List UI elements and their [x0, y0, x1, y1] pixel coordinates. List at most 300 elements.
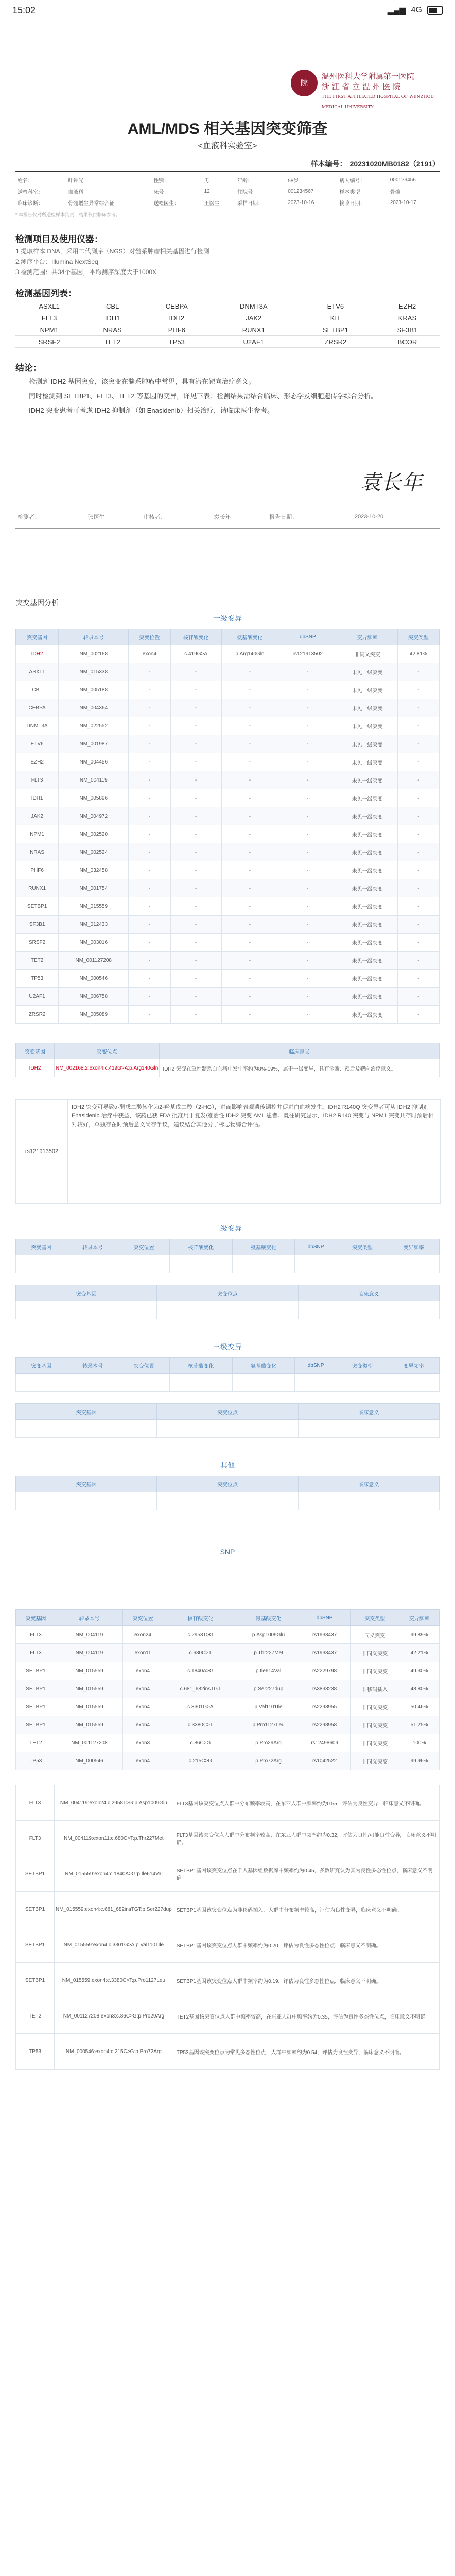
column-header: 转录本号 [67, 1239, 118, 1255]
cell-type: 未见一级突变 [337, 771, 397, 789]
table-row [16, 1420, 440, 1438]
info-cell: 骨髓 [390, 189, 400, 195]
hospital-name-line2: 浙 江 省 立 温 州 医 院 [322, 82, 401, 91]
cell-nt: c.681_682insTGT [163, 1680, 238, 1698]
cell-transcript: NM_001127208 [59, 952, 129, 970]
conclusion-paragraph: IDH2 突变患者可考虑 IDH2 抑制剂（如 Enasidenib）相关治疗，请临床医生参考。 [29, 406, 274, 414]
cell-exon: - [129, 825, 170, 843]
table-row [16, 1626, 440, 1644]
table-row [16, 1927, 440, 1963]
column-header: 突变基因 [16, 1043, 55, 1059]
cell-aa: p.Pro1127Leu [238, 1716, 299, 1734]
info-cell: 12 [204, 188, 210, 194]
cell-dbsnp: rs2229798 [299, 1662, 351, 1680]
cell-gene: PHF6 [16, 861, 59, 879]
cell-nt: - [170, 735, 221, 753]
cell-gene: SETBP1 [16, 1698, 56, 1716]
cell-aa: p.Asp1009Glu [238, 1626, 299, 1644]
cell-type: 同义突变 [351, 1626, 399, 1644]
cell-exon: - [129, 952, 170, 970]
cell-vaf: 99.96% [399, 1752, 440, 1770]
table-row [16, 789, 440, 807]
cell-dbsnp: - [278, 934, 337, 952]
column-header: dbSNP [299, 1610, 351, 1626]
cell-dbsnp: - [278, 952, 337, 970]
cell-aa: - [221, 934, 278, 952]
cell-gene: TP53 [16, 970, 59, 988]
cell-aa: p.Arg140Gln [221, 645, 278, 663]
cell-gene: TP53 [16, 2034, 55, 2070]
tier2-interp-header-row [16, 1285, 440, 1301]
cell-transcript: NM_003016 [59, 934, 129, 952]
cell-exon: - [129, 879, 170, 897]
cell-gene: SETBP1 [16, 1963, 55, 1998]
column-header: dbSNP [278, 629, 337, 645]
gene-name: DNMT3A [212, 300, 296, 312]
info-cell: 病人编号： [339, 178, 365, 184]
cell-text: SETBP1基因该突变位点人群中频率约为0.19，评估为良性多态性位点，临床意义不明确。 [173, 1963, 439, 1998]
cell-gene: IDH2 [16, 645, 59, 663]
cell-exon: exon4 [123, 1662, 163, 1680]
gene-name: NPM1 [15, 324, 83, 336]
cell-dbsnp: - [278, 735, 337, 753]
table-row [16, 2034, 440, 2070]
cell-gene: SETBP1 [16, 1892, 55, 1927]
snp-header-row [16, 1610, 440, 1626]
cell-gene: SF3B1 [16, 916, 59, 934]
column-header: 突变位置 [123, 1610, 163, 1626]
cell-vaf: - [397, 735, 439, 753]
cell-type: 非同义突变 [351, 1698, 399, 1716]
cell-transcript: NM_002520 [59, 825, 129, 843]
cell-aa: - [221, 771, 278, 789]
cell-transcript: NM_001754 [59, 879, 129, 897]
cell-nt: - [170, 825, 221, 843]
cell-gene: FLT3 [16, 1821, 55, 1856]
table-row [16, 952, 440, 970]
status-bar [0, 0, 455, 21]
cell-aa: - [221, 825, 278, 843]
cell-transcript: NM_001987 [59, 735, 129, 753]
table-row [16, 771, 440, 789]
cell-vaf: - [397, 843, 439, 861]
cell-vaf: - [397, 1006, 439, 1024]
cell-type: 未见一级突变 [337, 843, 397, 861]
cell-aa: - [221, 753, 278, 771]
cell-gene: U2AF1 [16, 988, 59, 1006]
tier2-header-row [16, 1239, 440, 1255]
table-row [16, 843, 440, 861]
cell-gene: TET2 [16, 952, 59, 970]
cell-aa: - [221, 681, 278, 699]
cell-exon: - [129, 1006, 170, 1024]
cell-vaf: 49.30% [399, 1662, 440, 1680]
cell-aa: p.Thr227Met [238, 1644, 299, 1662]
gene-name: NRAS [83, 324, 142, 336]
cell-exon: - [129, 789, 170, 807]
gene-name: JAK2 [212, 312, 296, 324]
cell-vaf: - [397, 771, 439, 789]
staff-table [15, 510, 440, 523]
cell-type: 未见一级突变 [337, 699, 397, 717]
cell-type: 非同义突变 [351, 1734, 399, 1752]
cell-vaf: - [397, 663, 439, 681]
cell-aa: - [221, 699, 278, 717]
table-row [16, 699, 440, 717]
cell-dbsnp: rs2298958 [299, 1716, 351, 1734]
column-header: 突变位置 [118, 1239, 170, 1255]
cell-exon: exon24 [123, 1626, 163, 1644]
gene-name: BCOR [375, 336, 440, 348]
tier1-interpretation-table [15, 1043, 440, 1077]
hospital-name-line1: 温州医科大学附属第一医院 [322, 72, 415, 81]
cell-site: NM_015559:exon4:c.3301G>A:p.Val1101Ile [55, 1927, 173, 1963]
gene-name: CEBPA [142, 300, 212, 312]
conclusion-paragraph: 同时检测到 SETBP1、FLT3、TET2 等基因的变异，详见下表；检测结果需结合临床、形态学及细胞遗传学综合分析。 [29, 392, 378, 400]
cell-gene: TP53 [16, 1752, 56, 1770]
cell-vaf: - [397, 825, 439, 843]
cell-transcript: NM_004119 [56, 1644, 122, 1662]
gene-name: U2AF1 [212, 336, 296, 348]
column-header: dbSNP [295, 1239, 337, 1255]
cell-type: 未见一级突变 [337, 1006, 397, 1024]
column-header: 变异频率 [388, 1358, 440, 1374]
report-title: AML/MDS 相关基因突变筛查 [127, 121, 328, 138]
cell-dbsnp: - [278, 807, 337, 825]
cell-gene: TET2 [16, 1998, 55, 2034]
cell-transcript: NM_001127208 [56, 1734, 122, 1752]
info-note: * 本报告仅对所送检样本负责，结果仅供临床参考。 [15, 212, 121, 217]
staff-value: 袁长年 [214, 514, 231, 520]
tier3-header-row [16, 1358, 440, 1374]
cell-transcript: NM_032458 [59, 861, 129, 879]
cell-vaf: - [397, 699, 439, 717]
cell-type: 未见一级突变 [337, 681, 397, 699]
cell-dbsnp: - [278, 753, 337, 771]
cell-transcript: NM_002524 [59, 843, 129, 861]
tier1-long-note [15, 1099, 441, 1204]
cell-aa: p.Val1101Ile [238, 1698, 299, 1716]
cell-gene: RUNX1 [16, 879, 59, 897]
cell-aa: - [221, 988, 278, 1006]
column-header: 变异频率 [399, 1610, 440, 1626]
table-row [16, 970, 440, 988]
signal-icon: ▂▄▆ [387, 6, 406, 15]
cell-aa: p.Pro72Arg [238, 1752, 299, 1770]
conclusion-text [15, 376, 440, 419]
cell-aa: - [221, 717, 278, 735]
cell-vaf: - [397, 681, 439, 699]
cell-exon: - [129, 807, 170, 825]
cell-type: 非同义突变 [351, 1644, 399, 1662]
cell-text: SETBP1基因该突变位点为非移码插入，人群中分布频率较高，评估为良性变异，临床意义不明确。 [173, 1892, 439, 1927]
cell-type: 未见一级突变 [337, 934, 397, 952]
tier1-header-row [16, 629, 440, 645]
column-header: 突变基因 [16, 1239, 67, 1255]
cell-transcript: NM_022552 [59, 717, 129, 735]
cell-aa: - [221, 843, 278, 861]
cell-type: 非同义突变 [351, 1752, 399, 1770]
cell-exon: - [129, 663, 170, 681]
analysis-heading: 突变基因分析 [15, 599, 59, 607]
tier3-table [15, 1357, 440, 1392]
note-text: IDH2 突变可导致α-酮戊二酸转化为2-羟基戊二酸（2-HG），进而影响表观遗传调控并促进白血病发生。IDH2 R140Q 突变患者可从 IDH2 抑制剂 Enasidenib 治疗中获益，该药已获 FDA 批准用于复发/难治性 IDH2 突变 AML 患者。既往研究显示，IDH2 R140 突变与 NPM1 突变共存时预后相对较好，单独存在时预后意义尚存争议，建议结合其他分子标志物综合评估。 [72, 1104, 434, 1128]
interp-header-row [16, 1043, 440, 1059]
cell-aa: - [221, 735, 278, 753]
column-header: 变异频率 [337, 629, 397, 645]
cell-gene: SETBP1 [16, 1662, 56, 1680]
cell-transcript: NM_000546 [59, 970, 129, 988]
cell-exon: - [129, 699, 170, 717]
table-row [16, 1856, 440, 1892]
info-cell: 送检医生： [153, 200, 180, 207]
cell-text: FLT3基因该突变位点人群中分布频率较高，在东亚人群中频率约为0.32，评估为良性/可能良性变异，临床意义不明确。 [173, 1821, 439, 1856]
cell-aa: - [221, 1006, 278, 1024]
cell-exon: - [129, 988, 170, 1006]
hospital-name [322, 71, 455, 112]
table-row [16, 1662, 440, 1680]
cell-gene: FLT3 [16, 771, 59, 789]
table-row [16, 753, 440, 771]
cell-type: 未见一级突变 [337, 970, 397, 988]
cell-vaf: 100% [399, 1734, 440, 1752]
other-title: 其他 [220, 1461, 235, 1469]
cell-gene: IDH1 [16, 789, 59, 807]
info-cell: 58岁 [288, 178, 299, 184]
cell-type: 非同义突变 [351, 1662, 399, 1680]
column-header: 突变基因 [16, 1404, 157, 1420]
divider [15, 528, 440, 529]
column-header: 突变类型 [337, 1239, 388, 1255]
cell-type: 未见一级突变 [337, 807, 397, 825]
cell-exon: exon4 [123, 1680, 163, 1698]
tier3-title: 三级变异 [213, 1343, 242, 1351]
cell-vaf: - [397, 970, 439, 988]
cell-vaf: 42.81% [397, 645, 439, 663]
cell-type: 未见一级突变 [337, 988, 397, 1006]
cell-gene: FLT3 [16, 1626, 56, 1644]
table-row [16, 1821, 440, 1856]
patient-info-table [15, 174, 440, 208]
gene-list-row [15, 336, 440, 348]
cell-dbsnp: - [278, 717, 337, 735]
gene-name: KIT [296, 312, 375, 324]
gene-name: CBL [83, 300, 142, 312]
cell-exon: - [129, 916, 170, 934]
cell-exon: exon4 [123, 1698, 163, 1716]
cell-type: 未见一级突变 [337, 825, 397, 843]
gene-list-row [15, 312, 440, 324]
cell-gene: SETBP1 [16, 1716, 56, 1734]
cell-site: NM_015559:exon4:c.681_682insTGT:p.Ser227dup [55, 1892, 173, 1927]
cell-transcript: NM_015559 [59, 897, 129, 916]
info-cell: 送检科室： [18, 189, 43, 195]
column-header: 突变类型 [351, 1610, 399, 1626]
cell-nt: - [170, 681, 221, 699]
cell-transcript: NM_006758 [59, 988, 129, 1006]
gene-name: SETBP1 [296, 324, 375, 336]
cell-vaf: 48.80% [399, 1680, 440, 1698]
cell-type: 非移码插入 [351, 1680, 399, 1698]
column-header: 突变基因 [16, 1358, 67, 1374]
tier2-interpretation-table [15, 1285, 440, 1319]
info-cell: 年龄： [237, 178, 253, 184]
snp-title: SNP [220, 1548, 235, 1556]
cell-vaf: - [397, 753, 439, 771]
cell-text: SETBP1基因该突变位点在千人基因组数据库中频率约为0.45，多数研究认为其为良性多态性位点，临床意义不明确。 [173, 1856, 439, 1892]
column-header: 核苷酸变化 [163, 1610, 238, 1626]
info-cell: 2023-10-17 [390, 199, 416, 206]
column-header: 突变基因 [16, 1476, 157, 1492]
cell-dbsnp: - [278, 825, 337, 843]
cell-dbsnp: - [278, 789, 337, 807]
report-page [0, 21, 455, 2056]
cell-type: 未见一级突变 [337, 952, 397, 970]
column-header: 临床意义 [298, 1285, 439, 1301]
info-cell: 男 [204, 178, 209, 184]
cell-nt: - [170, 897, 221, 916]
cell-gene: SRSF2 [16, 934, 59, 952]
cell-gene: SETBP1 [16, 897, 59, 916]
cell-transcript: NM_015559 [56, 1698, 122, 1716]
cell-transcript: NM_015338 [59, 663, 129, 681]
sample-number: 20231020MB0182（2191） [349, 160, 440, 168]
cell-nt: - [170, 717, 221, 735]
table-row [16, 1752, 440, 1770]
info-cell: 血液科 [68, 189, 84, 195]
cell-dbsnp: rs3833238 [299, 1680, 351, 1698]
column-header: 突变基因 [16, 1610, 56, 1626]
cell-exon: - [129, 753, 170, 771]
cell-exon: - [129, 735, 170, 753]
gene-name: KRAS [375, 312, 440, 324]
conclusion-paragraph: 检测到 IDH2 基因突变，该突变在髓系肿瘤中常见，具有潜在靶向治疗意义。 [29, 378, 255, 385]
cell-transcript: NM_000546 [56, 1752, 122, 1770]
info-cell: 临床诊断： [18, 200, 43, 207]
column-header: 变异频率 [388, 1239, 440, 1255]
gene-name: ASXL1 [15, 300, 83, 312]
cell-dbsnp: - [278, 861, 337, 879]
gene-list-row [15, 300, 440, 312]
column-header: 核苷酸变化 [169, 1358, 232, 1374]
snp-table [15, 1609, 440, 1770]
table-row [16, 1644, 440, 1662]
cell-text: FLT3基因该突变位点人群中分布频率较高，在东亚人群中频率约为0.55，评估为良性变异，临床意义不明确。 [173, 1785, 439, 1821]
cell-nt: - [170, 807, 221, 825]
cell-type: 未见一级突变 [337, 916, 397, 934]
cell-vaf: 50.46% [399, 1698, 440, 1716]
cell-dbsnp: rs2298955 [299, 1698, 351, 1716]
cell-dbsnp: rs121913502 [278, 645, 337, 663]
info-cell: 骨髓增生异常综合征 [68, 200, 115, 207]
table-row [16, 1680, 440, 1698]
info-cell: 000123456 [390, 177, 416, 183]
table-row [16, 879, 440, 897]
cell-aa: p.Ile614Val [238, 1662, 299, 1680]
cell-type: 未见一级突变 [337, 861, 397, 879]
battery-icon [427, 6, 443, 15]
cell-vaf: - [397, 789, 439, 807]
staff-label: 报告日期： [269, 514, 298, 520]
cell-gene: DNMT3A [16, 717, 59, 735]
cell-exon: - [129, 681, 170, 699]
table-row [16, 1892, 440, 1927]
cell-gene: FLT3 [16, 1785, 55, 1821]
column-header: 氨基酸变化 [232, 1239, 295, 1255]
cell-gene: CBL [16, 681, 59, 699]
cell-nt: - [170, 861, 221, 879]
divider [15, 171, 440, 172]
table-row [16, 1734, 440, 1752]
cell-transcript: NM_004119 [59, 771, 129, 789]
cell-site: NM_015559:exon4:c.1840A>G:p.Ile614Val [55, 1856, 173, 1892]
cell-transcript: NM_012433 [59, 916, 129, 934]
column-header: 突变类型 [397, 629, 439, 645]
column-header: dbSNP [295, 1358, 337, 1374]
cell-nt: - [170, 916, 221, 934]
cell-dbsnp: rs1042522 [299, 1752, 351, 1770]
info-cell: 住院号： [237, 189, 258, 195]
cell-dbsnp: rs12498609 [299, 1734, 351, 1752]
cell-text: SETBP1基因该突变位点人群中频率约为0.20，评估为良性多态性位点，临床意义不明确。 [173, 1927, 439, 1963]
cell-exon: - [129, 717, 170, 735]
column-header: 临床意义 [298, 1476, 439, 1492]
cell-transcript: NM_015559 [56, 1716, 122, 1734]
column-header: 突变位点 [157, 1404, 298, 1420]
info-cell: 姓名： [18, 178, 33, 184]
cell-aa: - [221, 789, 278, 807]
cell-transcript: NM_015559 [56, 1662, 122, 1680]
cell-dbsnp: - [278, 699, 337, 717]
column-header: 临床意义 [298, 1404, 439, 1420]
network-label: 4G [411, 6, 422, 14]
cell-nt: - [170, 789, 221, 807]
cell-transcript: NM_004364 [59, 699, 129, 717]
cell-gene: SETBP1 [16, 1680, 56, 1698]
cell-site: NM_004119:exon24:c.2958T>G:p.Asp1009Glu [55, 1785, 173, 1821]
table-row [16, 1785, 440, 1821]
cell-text: IDH2 突变在急性髓系白血病中发生率约为8%-19%，属于一级变异，具有诊断、预后及靶向治疗意义。 [160, 1059, 440, 1077]
cell-dbsnp: - [278, 970, 337, 988]
column-header: 核苷酸变化 [169, 1239, 232, 1255]
note-label: rs121913502 [16, 1100, 68, 1203]
info-cell: 采样日期： [237, 200, 263, 207]
gene-name: RUNX1 [212, 324, 296, 336]
cell-site: NM_000546:exon4:c.215C>G:p.Pro72Arg [55, 2034, 173, 2070]
cell-exon: - [129, 861, 170, 879]
cell-nt: - [170, 952, 221, 970]
cell-transcript: NM_004972 [59, 807, 129, 825]
gene-name: IDH1 [83, 312, 142, 324]
cell-vaf: 99.89% [399, 1626, 440, 1644]
table-row [16, 1255, 440, 1273]
staff-value: 张医生 [87, 514, 105, 520]
table-row [16, 934, 440, 952]
other-table [15, 1476, 440, 1510]
methods-line: 3.检测范围：共34个基因，平均测序深度大于1000X [15, 268, 157, 276]
gene-list-heading: 检测基因列表： [15, 289, 77, 298]
table-row [16, 681, 440, 699]
clock: 15:02 [12, 5, 36, 15]
cell-gene: SETBP1 [16, 1927, 55, 1963]
cell-dbsnp: - [278, 843, 337, 861]
gene-name: SF3B1 [375, 324, 440, 336]
sample-row: 样本编号： 20231020MB0182（2191） [15, 159, 440, 170]
cell-gene: IDH2 [16, 1059, 55, 1077]
staff-value: 2023-10-20 [354, 514, 384, 520]
info-row [15, 185, 440, 197]
gene-name: IDH2 [142, 312, 212, 324]
